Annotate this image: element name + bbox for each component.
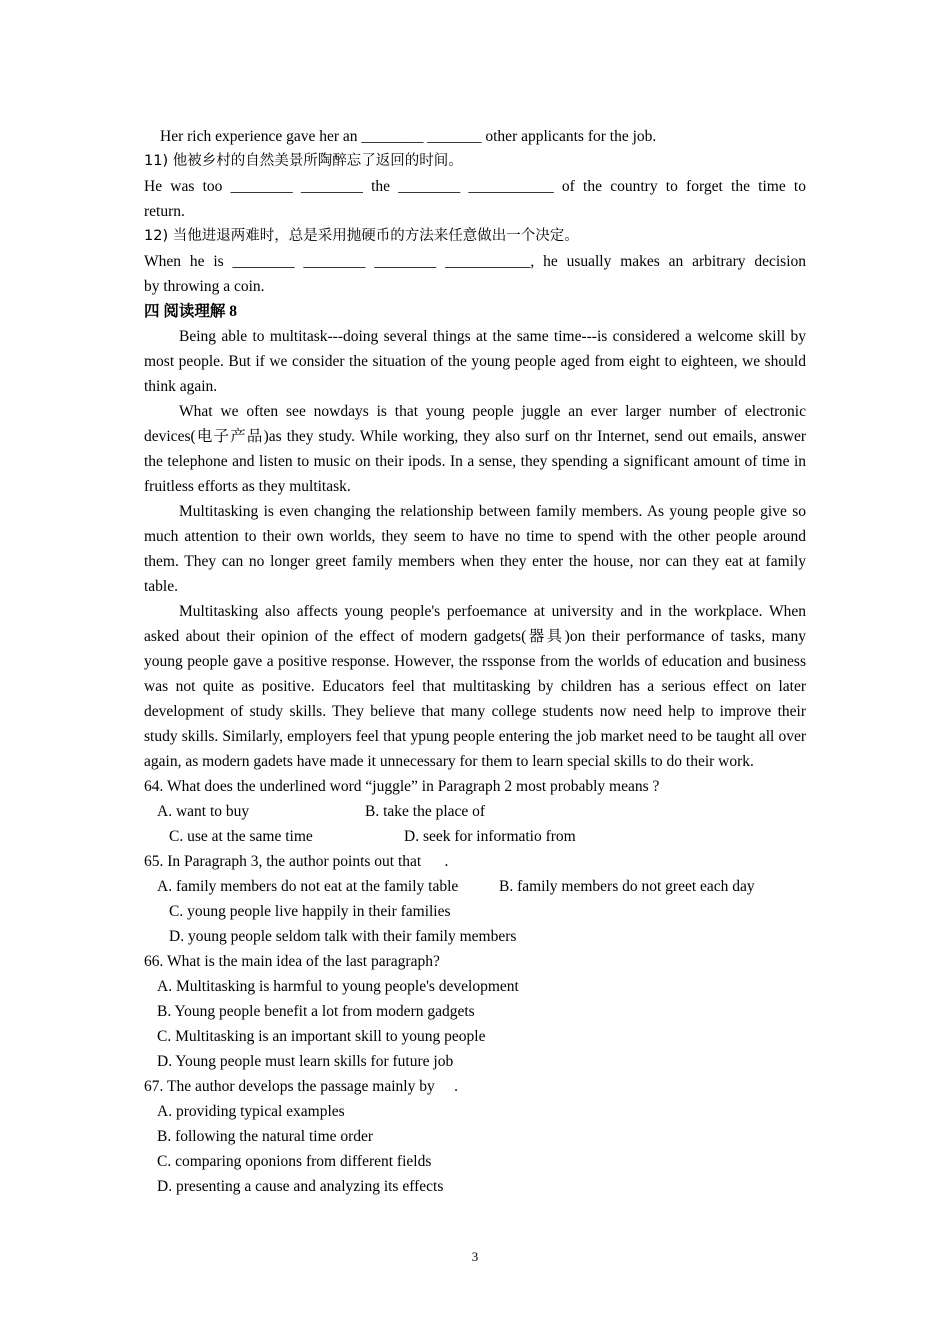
option-64-d: D. seek for informatio from [404, 828, 576, 845]
item-12-english-cont: by throwing a coin. [144, 278, 265, 295]
question-65-options-row-1 [144, 874, 806, 899]
option-66-d: D. Young people must learn skills for future job [157, 1053, 454, 1070]
option-67-d: D. presenting a cause and analyzing its effects [157, 1178, 444, 1195]
passage-paragraph-1: Being able to multitask---doing several things at the same time---is considered a welcome skill by most people. But if we consider the situation of the young people aged from eight to eighteen, we should think again. [144, 328, 806, 395]
option-65-b: B. family members do not greet each day [499, 878, 755, 895]
item-12-english: When he is ________ ________ ________ ___________, he usually makes an arbitrary decision [144, 253, 806, 270]
passage-paragraph-3: Multitasking is even changing the relationship between family members. As young people give so much attention to their own worlds, they seem to have no time to spend with the other people around them. They can no longer greet family members when they enter the house, nor can they eat at family table. [144, 503, 806, 595]
option-64-a: A. want to buy [157, 803, 250, 820]
option-64-b: B. take the place of [365, 803, 486, 820]
option-65-d: D. young people seldom talk with their family members [169, 928, 517, 945]
option-67-b: B. following the natural time order [157, 1128, 374, 1145]
section-heading: 四 阅读理解 8 [144, 303, 238, 320]
item-11-english: He was too ________ ________ the ________ ___________ of the country to forget the time to [144, 178, 806, 195]
question-67: 67. The author develops the passage mainly by . [144, 1078, 458, 1095]
question-65: 65. In Paragraph 3, the author points out that . [144, 853, 449, 870]
question-64-options-row-1 [144, 799, 806, 824]
option-67-c: C. comparing oponions from different fields [157, 1153, 432, 1170]
translation-sentence-10: Her rich experience gave her an ________ _______ other applicants for the job. [160, 128, 657, 145]
option-67-a: A. providing typical examples [157, 1103, 345, 1120]
option-66-c: C. Multitasking is an important skill to young people [157, 1028, 486, 1045]
question-64: 64. What does the underlined word “juggle” in Paragraph 2 most probably means ? [144, 778, 660, 795]
option-66-b: B. Young people benefit a lot from modern gadgets [157, 1003, 475, 1020]
option-66-a: A. Multitasking is harmful to young people's development [157, 978, 519, 995]
item-11-english-cont: return. [144, 203, 185, 220]
option-64-c: C. use at the same time [169, 828, 313, 845]
passage-paragraph-2: What we often see nowdays is that young people juggle an ever larger number of electronic devices(电子产品)as they study. While working, they also surf on thr Internet, send out emails, answer the telephone and listen to music on their ipods. In a sense, they spending a significant amount of time in fruitless efforts as they multitask. [144, 403, 806, 495]
option-65-a: A. family members do not eat at the family table [157, 878, 459, 895]
passage-paragraph-4: Multitasking also affects young people's perfoemance at university and in the workplace. When asked about their opinion of the effect of modern gadgets(器具)on their performance of tasks, many young people gave a positive response. However, the rssponse from the worlds of education and business was not quite as positive. Educators feel that multitasking by children has a serious effect on later development of study skills. They believe that many college students now need help to improve their study skills. Similarly, employers feel that ypung people entering the job market need to be taught all over again, as modern gadets have made it unnecessary for them to learn special skills to do their work. [144, 603, 806, 770]
page-number: 3 [471, 1249, 479, 1264]
item-12-chinese: 12) 当他进退两难时，总是采用抛硬币的方法来任意做出一个决定。 [144, 228, 579, 244]
option-65-c: C. young people live happily in their families [169, 903, 451, 920]
document-page [144, 124, 806, 1199]
question-64-options-row-2 [144, 824, 806, 849]
question-66: 66. What is the main idea of the last paragraph? [144, 953, 440, 970]
item-11-chinese: 11) 他被乡村的自然美景所陶醉忘了返回的时间。 [144, 153, 463, 169]
